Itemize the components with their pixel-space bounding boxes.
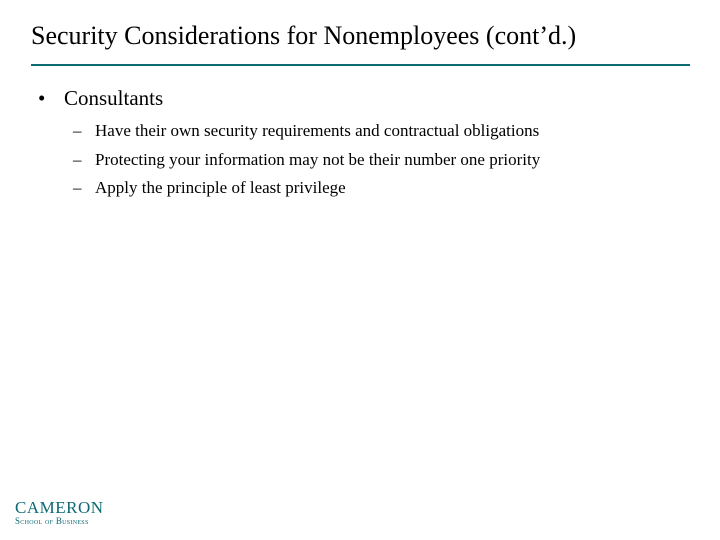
dash-marker: – — [73, 178, 82, 197]
title-divider — [31, 64, 690, 66]
dash-marker: – — [73, 149, 82, 169]
cameron-logo — [15, 499, 104, 526]
slide-title: Security Considerations for Nonemployees (cont’d.) — [31, 21, 577, 50]
sub-bullet-item — [73, 174, 540, 203]
bullet-text: Consultants — [64, 86, 164, 110]
bullet-item — [38, 85, 163, 111]
sub-bullet-list — [73, 117, 540, 203]
sub-bullet-text: Have their own security requirements and contractual obligations — [95, 121, 540, 140]
sub-bullet-text: Protecting your information may not be their number one priority — [95, 149, 541, 169]
logo-name: CAMERON — [15, 498, 104, 517]
sub-bullet-item — [73, 146, 540, 175]
dash-marker: – — [73, 121, 82, 140]
logo-subtitle: School of Business — [15, 516, 89, 526]
sub-bullet-item — [73, 117, 540, 146]
sub-bullet-text: Apply the principle of least privilege — [95, 178, 346, 197]
bullet-marker: • — [38, 86, 46, 110]
